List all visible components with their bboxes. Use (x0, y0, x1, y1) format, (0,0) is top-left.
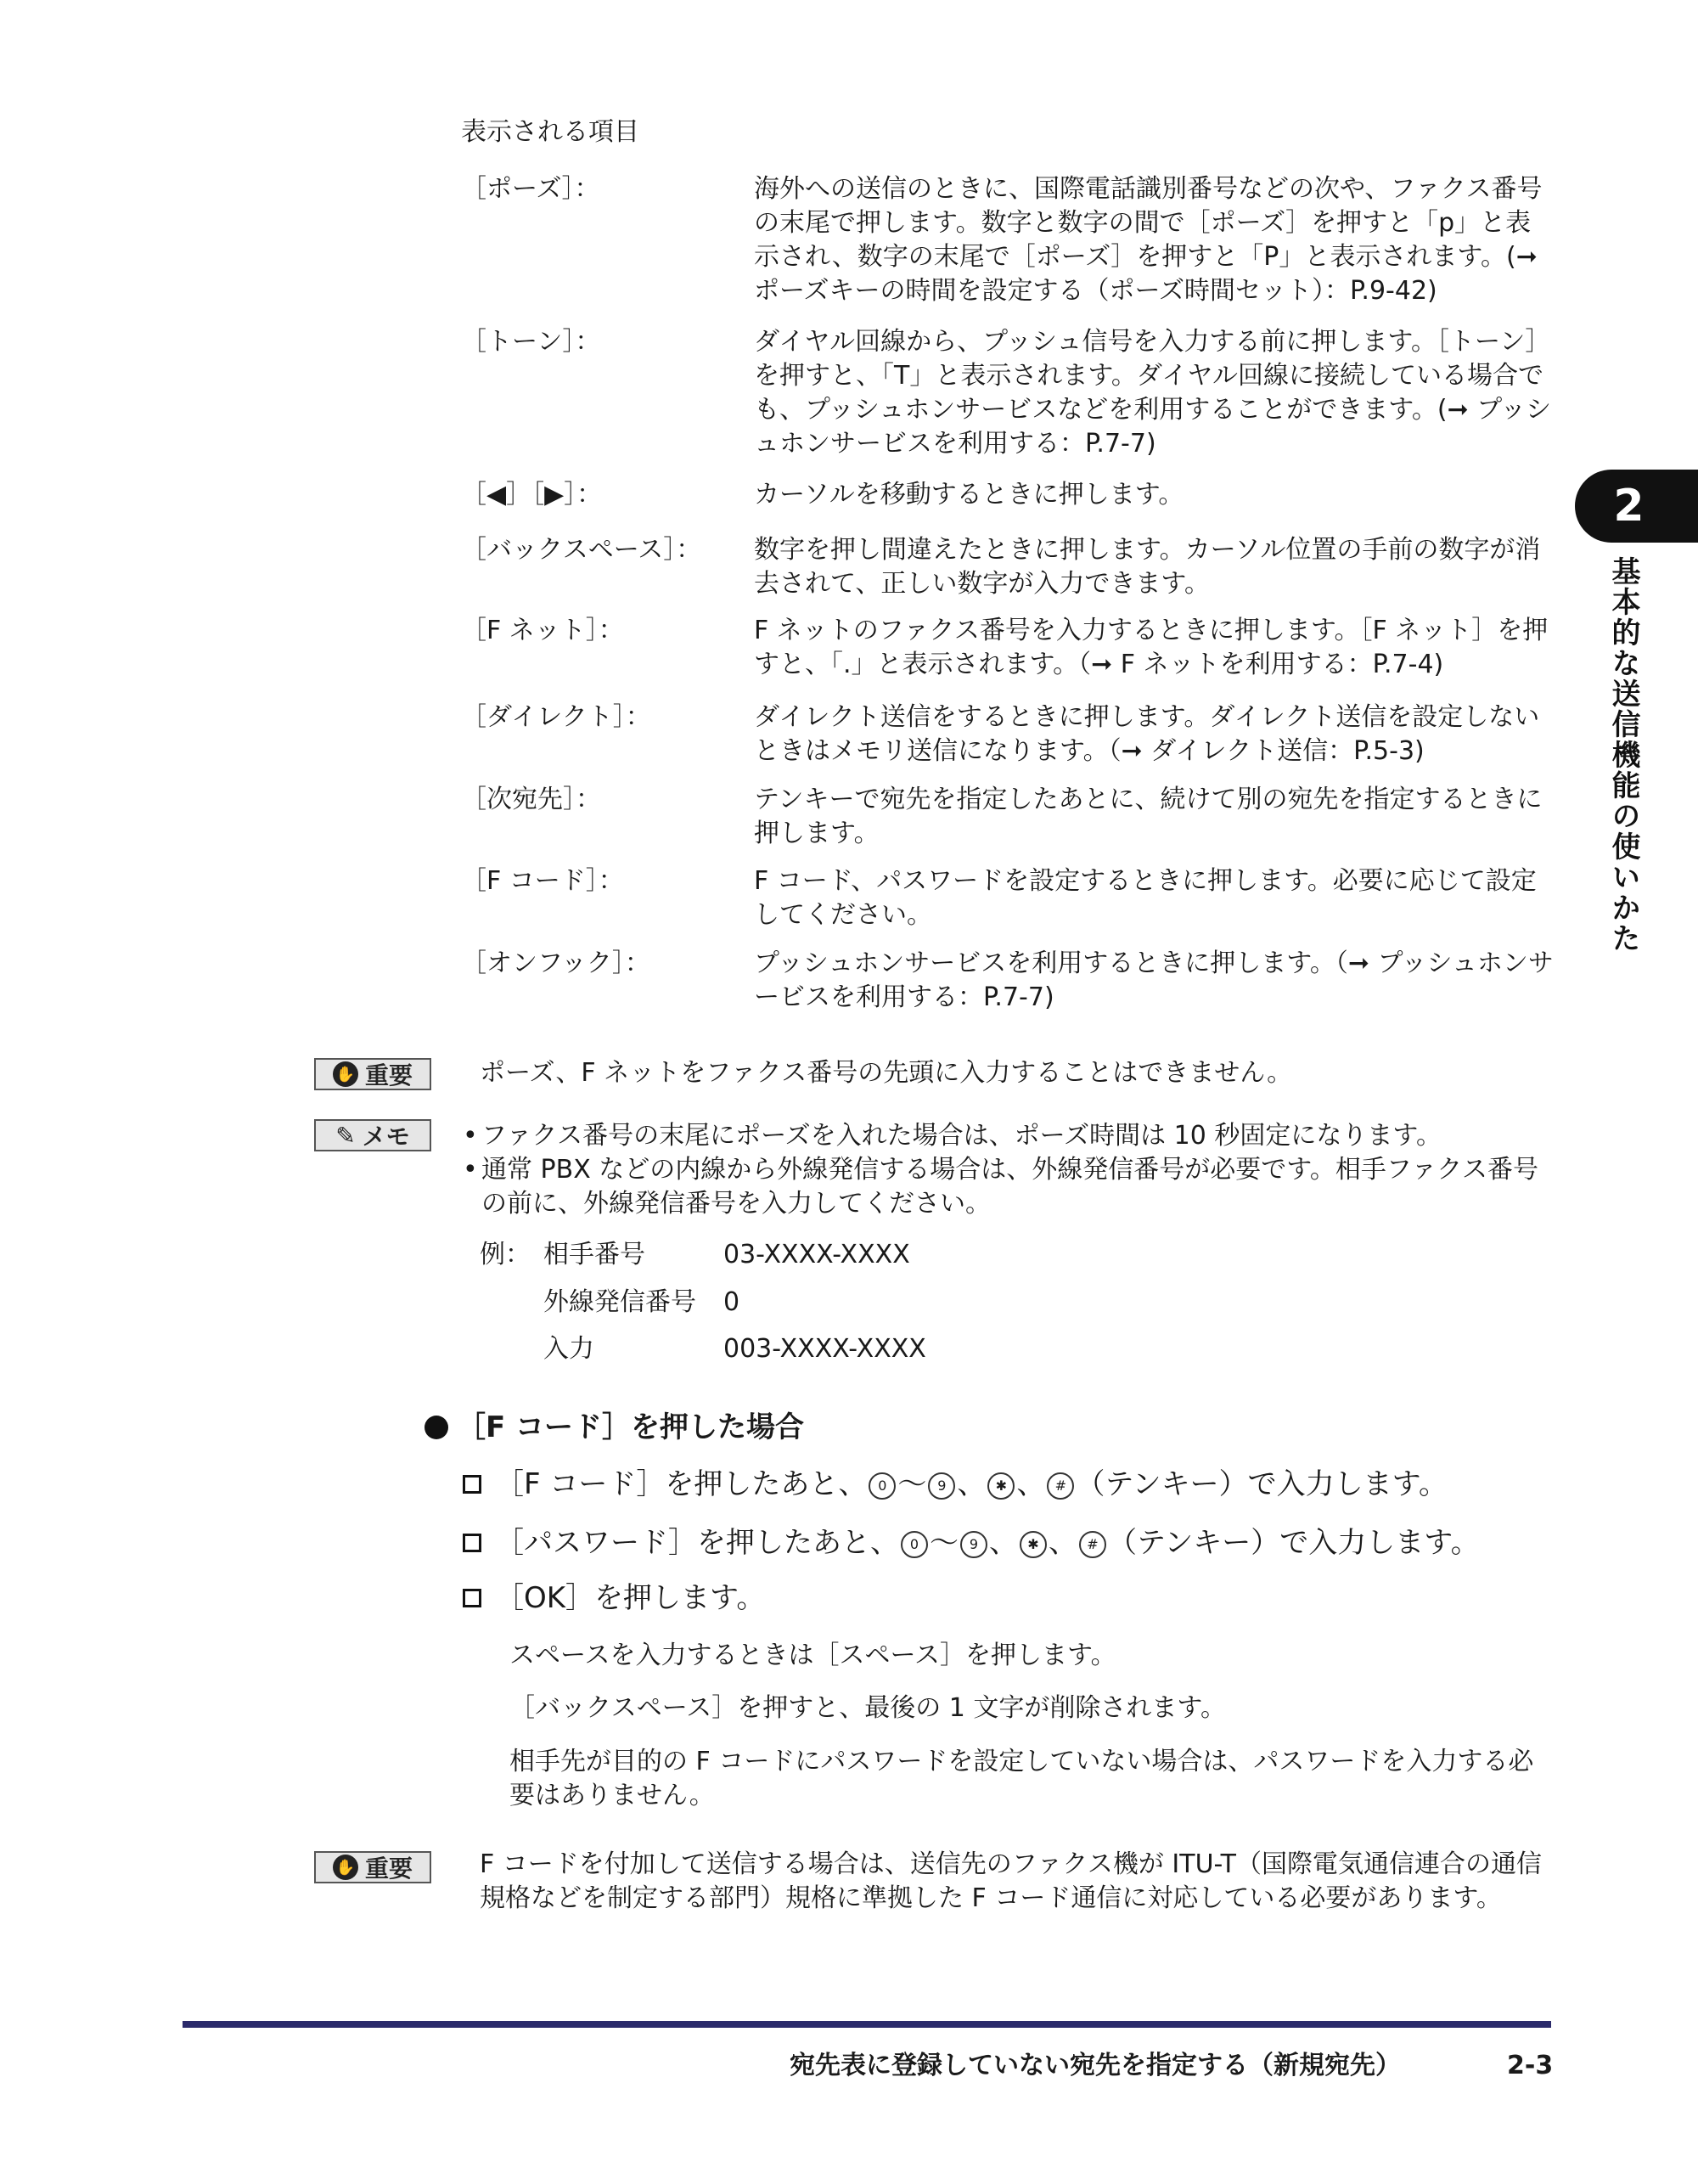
example-name: 外線発信番号 (543, 1287, 696, 1317)
chapter-number: 2 (1613, 481, 1645, 532)
separator: 、 (1049, 1526, 1077, 1560)
key-term-next-dest: ［次宛先］： (461, 785, 601, 814)
memo-label: メモ (362, 1123, 410, 1151)
bullet-dot-icon (424, 1416, 448, 1439)
key-term-tone: ［トーン］： (461, 327, 601, 357)
separator: 、 (957, 1467, 987, 1501)
key-desc-backspace: 数字を押し間違えたときに押します。カーソル位置の手前の数字が消去されて、正しい数字が入力できます。 (754, 535, 1541, 599)
chapter-tab (1575, 470, 1698, 543)
section-title-text: ［F コード］を押した場合 (457, 1410, 805, 1444)
hand-stop-icon: ✋ (333, 1855, 358, 1880)
tilde: 〜 (930, 1526, 959, 1560)
important-label: 重要 (364, 1061, 413, 1089)
page-number: 2-3 (1507, 2051, 1554, 2080)
checkbox-square-icon (463, 1534, 481, 1552)
important-badge (314, 1058, 431, 1090)
important-badge (314, 1851, 431, 1883)
memo-list (463, 1119, 1558, 1221)
example-label: 例： (480, 1240, 531, 1269)
separator: 、 (989, 1526, 1018, 1560)
step-password-input (463, 1524, 1480, 1562)
key-hash-icon: # (1047, 1472, 1074, 1500)
pencil-icon: ✎ (335, 1121, 356, 1150)
key-0-icon: 0 (869, 1472, 896, 1500)
example-name: 相手番号 (543, 1240, 645, 1269)
step-text: （テンキー）で入力します。 (1108, 1526, 1480, 1560)
key-term-backspace: ［バックスペース］： (461, 535, 702, 565)
hand-stop-icon: ✋ (333, 1061, 358, 1087)
step-note: 相手先が目的の F コードにパスワードを設定していない場合は、パスワードを入力する必要はありません。 (509, 1747, 1534, 1810)
key-desc-fcode: F コード、パスワードを設定するときに押します。必要に応じて設定してください。 (754, 866, 1537, 930)
example-value: 03-XXXX-XXXX (723, 1240, 910, 1269)
step-text: ［パスワード］を押したあと、 (495, 1526, 899, 1560)
key-desc-tone: ダイヤル回線から、プッシュ信号を入力する前に押します。［トーン］を押すと、「T」と表示されます。ダイヤル回線に接続している場合でも、プッシュホンサービスなどを利用することができます。(➞ プッシュホンサービスを利用する：P.7-7) (754, 327, 1552, 459)
important-note-text: ポーズ、F ネットをファクス番号の先頭に入力することはできません。 (480, 1058, 1293, 1088)
key-9-icon: 9 (928, 1472, 955, 1500)
footer-divider (183, 2021, 1551, 2028)
key-term-arrows: ［◀］［▶］： (461, 480, 603, 509)
step-fcode-input (463, 1466, 1448, 1503)
separator: 、 (1016, 1467, 1046, 1501)
key-star-icon: ✱ (1020, 1531, 1047, 1558)
important-note-text: F コードを付加して送信する場合は、送信先のファクス機が ITU-T（国際電気通信連合の通信規格などを制定する部門）規格に準拠した F コード通信に対応している必要があります。 (480, 1849, 1542, 1913)
example-value: 0 (723, 1287, 740, 1317)
step-text: ［OK］を押します。 (495, 1581, 766, 1615)
step-note: スペースを入力するときは［スペース］を押します。 (509, 1641, 1116, 1670)
checkbox-square-icon (463, 1475, 481, 1494)
memo-item: • 通常 PBX などの内線から外線発信する場合は、外線発信番号が必要です。相手ファクス番号の前に、外線発信番号を入力してください。 (463, 1153, 1558, 1221)
checkbox-square-icon (463, 1589, 481, 1607)
step-text: ［F コード］を押したあと、 (495, 1467, 868, 1501)
step-note: ［バックスペース］を押すと、最後の 1 文字が削除されます。 (509, 1693, 1226, 1723)
items-heading: 表示される項目 (461, 117, 639, 147)
tilde: 〜 (897, 1467, 927, 1501)
key-term-onhook: ［オンフック］： (461, 948, 650, 978)
section-title (424, 1409, 804, 1446)
key-9-icon: 9 (960, 1531, 987, 1558)
memo-item: • ファクス番号の末尾にポーズを入れた場合は、ポーズ時間は 10 秒固定になります。 (463, 1119, 1558, 1153)
key-star-icon: ✱ (987, 1472, 1015, 1500)
footer-title: 宛先表に登録していない宛先を指定する（新規宛先） (790, 2051, 1401, 2080)
chapter-title: 基本的な送信機能の使いかた (1606, 556, 1640, 954)
key-desc-arrows: カーソルを移動するときに押します。 (754, 480, 1184, 509)
important-label: 重要 (364, 1855, 413, 1883)
example-value: 003-XXXX-XXXX (723, 1334, 926, 1364)
key-hash-icon: # (1079, 1531, 1106, 1558)
key-0-icon: 0 (901, 1531, 928, 1558)
key-desc-onhook: プッシュホンサービスを利用するときに押します。（➞ プッシュホンサービスを利用する：P.7-7) (754, 948, 1554, 1012)
key-term-fnet: ［F ネット］： (461, 616, 624, 645)
key-desc-fnet: F ネットのファクス番号を入力するときに押します。［F ネット］を押すと、「.」と表示されます。（➞ F ネットを利用する：P.7-4) (754, 616, 1549, 679)
key-term-pause: ［ポーズ］： (461, 174, 600, 204)
key-term-fcode: ［F コード］： (461, 866, 624, 896)
key-desc-direct: ダイレクト送信をするときに押します。ダイレクト送信を設定しないときはメモリ送信になります。（➞ ダイレクト送信：P.5-3) (754, 702, 1540, 766)
memo-badge (314, 1119, 431, 1151)
key-desc-pause: 海外への送信のときに、国際電話識別番号などの次や、ファクス番号の末尾で押します。数字と数字の間で［ポーズ］を押すと「p」と表示され、数字の末尾で［ポーズ］を押すと「P」と表示されます。(➞ ポーズキーの時間を設定する（ポーズ時間セット）：P.9-42) (754, 174, 1543, 306)
example-name: 入力 (543, 1334, 594, 1364)
step-press-ok (463, 1579, 765, 1617)
key-desc-next-dest: テンキーで宛先を指定したあとに、続けて別の宛先を指定するときに押します。 (754, 785, 1543, 848)
key-term-direct: ［ダイレクト］： (461, 702, 651, 732)
step-text: （テンキー）で入力します。 (1076, 1467, 1448, 1501)
